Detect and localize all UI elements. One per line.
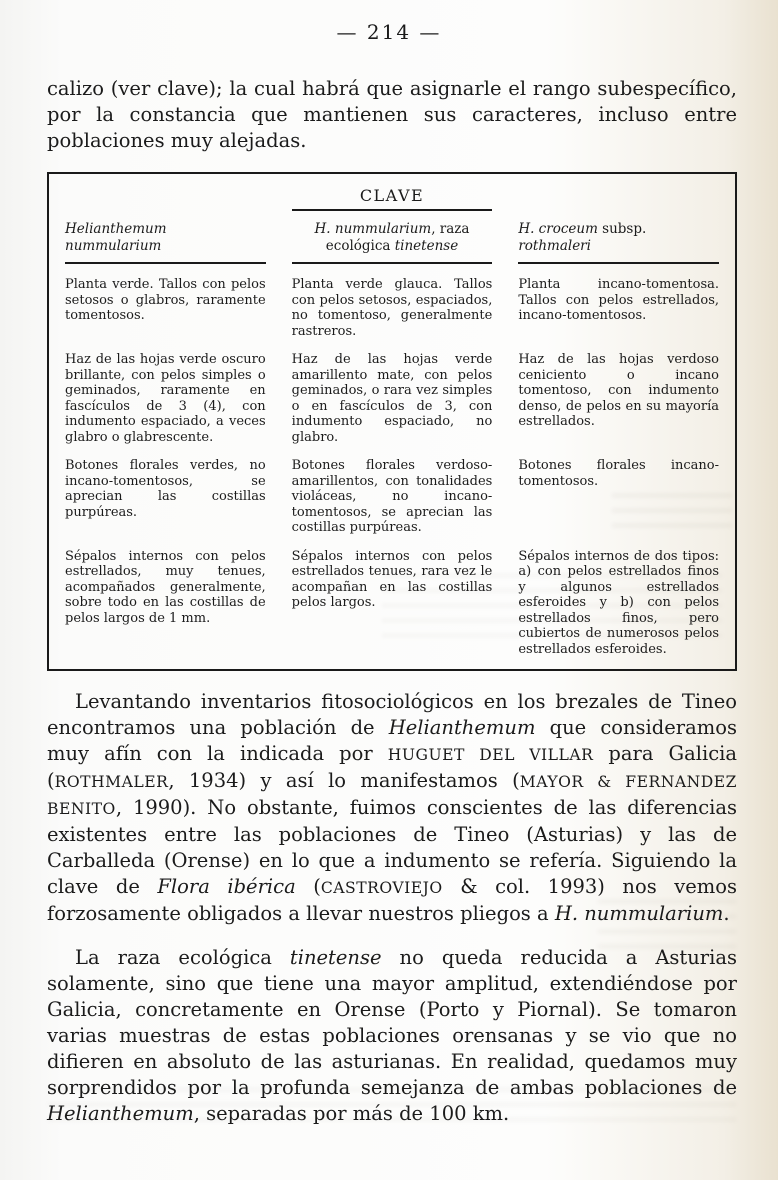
table-cell: Planta verde. Tallos con pelos setosos o glabros, raramente tomentosos. — [65, 277, 266, 323]
table-title-rule — [292, 209, 492, 211]
intro-paragraph: calizo (ver clave); la cual habrá que asignarle el rango subespecífico, por la constancia que mantienen sus caracteres, incluso entre poblaciones muy alejadas. — [47, 77, 737, 152]
table-cell: Botones florales verdes, no incano-tomentosos, se aprecian las costillas purpúreas. — [65, 458, 266, 520]
table-cell: Haz de las hojas verde amarillento mate, con pelos geminados, o rara vez simples o en fascículos de 3, con indumento espaciado, no glabro. — [291, 352, 493, 445]
column-header-raza-tinetense: H. nummularium, raza ecológica tinetense — [292, 221, 493, 264]
paragraph-tineo: Levantando inventarios fitosociológicos en los brezales de Tineo encontramos una población de Helianthemum que consideramos muy afín con la indicada por HUGUET DEL VILLAR para Galicia (ROTHMALER, 1934) y así lo manifestamos (MAYOR & FERNANDEZ BENITO, 1990). No obstante, fuimos conscientes de las diferencias existentes entre las poblaciones de Tineo (Asturias) y las de Carballeda (Orense) en lo que a indumento se refería. Siguiendo la clave de Flora ibérica (CASTROVIEJO & col. 1993) nos vemos forzosamente obligados a llevar nuestros pliegos a H. nummularium. — [47, 690, 738, 925]
clave-table — [47, 172, 737, 671]
table-row — [65, 277, 719, 339]
table-cell: Sépalos internos con pelos estrellados tenues, rara vez le acompañan en las costillas pelos largos. — [291, 548, 493, 610]
table-header-row — [65, 221, 719, 264]
table-row — [65, 458, 719, 536]
table-cell: Sépalos internos de dos tipos: a) con pelos estrellados finos y algunos estrellados esferoides y b) con pelos estrellados finos, pero cubiertos de numerosos pelos estrellados esferoides. — [518, 548, 719, 657]
table-cell: Botones florales verdoso-amarillentos, con tonalidades violáceas, no incano-tomentosos, se aprecian las costillas purpúreas. — [291, 458, 493, 535]
page-number: — 214 — — [336, 20, 442, 44]
column-header-croceum-rothmaleri: H. croceum subsp. rothmaleri — [518, 221, 719, 264]
table-cell: Planta incano-tomentosa. Tallos con pelos estrellados, incano-tomentosos. — [518, 277, 719, 323]
table-cell: Planta verde glauca. Tallos con pelos setosos, espaciados, no tomentoso, generalmente rastreros. — [291, 277, 493, 339]
table-cell: Haz de las hojas verdoso ceniciento o incano tomentoso, con indumento denso, de pelos en su mayoría estrellados. — [518, 352, 719, 429]
table-row — [65, 352, 719, 445]
paragraph-raza-ecologica: La raza ecológica tinetense no queda reducida a Asturias solamente, sino que tiene una mayor amplitud, extendiéndose por Galicia, concretamente en Orense (Porto y Piornal). Se tomaron varias muestras de estas poblaciones orensanas y se vio que no difieren en absoluto de las asturianas. En realidad, quedamos muy sorprendidos por la profunda semejanza de ambas poblaciones de Helianthemum, separadas por más de 100 km. — [47, 946, 737, 1125]
table-row — [65, 549, 719, 658]
table-cell: Botones florales incano-tomentosos. — [518, 458, 719, 489]
table-cell: Sépalos internos con pelos estrellados, muy tenues, acompañados generalmente, sobre todo en las costillas de pelos largos de 1 mm. — [65, 548, 266, 626]
column-header-nummularium: Helianthemum nummularium — [65, 221, 266, 264]
table-cell: Haz de las hojas verde oscuro brillante, con pelos simples o geminados, raramente en fascículos de 3 (4), con indumento espaciado, a veces glabro o glabrescente. — [65, 352, 266, 445]
table-title: CLAVE — [359, 186, 425, 205]
